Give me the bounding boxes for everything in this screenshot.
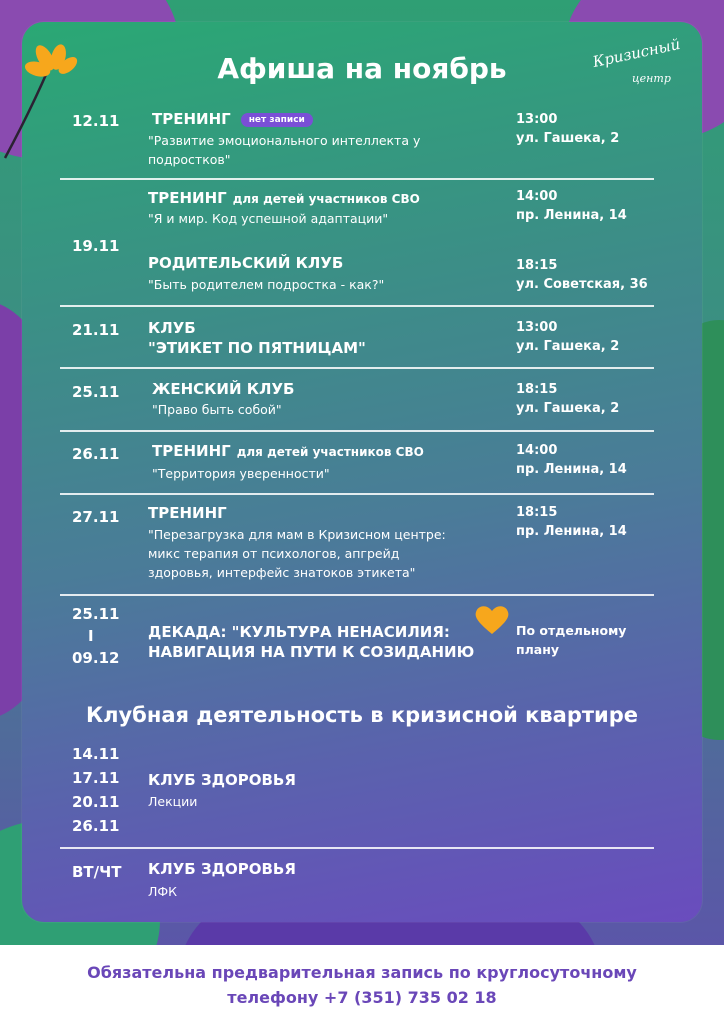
club-date: 26.11 <box>72 817 120 835</box>
event-place: ул. Гашека, 2 <box>516 131 620 146</box>
logo-text: Кризисный <box>591 34 682 72</box>
event-date: 25.11 <box>72 605 120 623</box>
event-heading: КЛУБ <box>148 319 196 337</box>
divider <box>60 430 654 432</box>
club-row <box>60 860 654 904</box>
page-title: Афиша на ноябрь <box>217 52 507 85</box>
event-date: 27.11 <box>72 508 120 526</box>
event-time-place <box>516 187 627 225</box>
event-description: "Быть родителем подростка - как?" <box>148 277 385 292</box>
event-description: "Право быть собой" <box>152 402 282 417</box>
event-description: "Я и мир. Код успешной адаптации" <box>148 211 389 226</box>
club-date: 17.11 <box>72 769 120 787</box>
event-date: 12.11 <box>72 112 120 130</box>
event-heading: РОДИТЕЛЬСКИЙ КЛУБ <box>148 254 344 272</box>
club-heading: КЛУБ ЗДОРОВЬЯ <box>148 771 296 789</box>
club-note: Лекции <box>148 794 198 809</box>
divider <box>60 367 654 369</box>
club-date: ВТ/ЧТ <box>72 863 122 881</box>
event-time: 13:00 <box>516 320 558 335</box>
divider <box>60 305 654 307</box>
event-description: "Перезагрузка для мам в Кризисном центре: <box>148 527 446 542</box>
event-place: ул. Гашека, 2 <box>516 339 620 354</box>
event-subtitle: для детей участников СВО <box>232 192 420 206</box>
event-description: микс терапия от психологов, апгрейд <box>148 546 400 561</box>
event-row <box>60 187 654 299</box>
event-date: 21.11 <box>72 321 120 339</box>
event-place: ул. Советская, 36 <box>516 277 648 292</box>
event-row <box>60 379 654 427</box>
event-row <box>60 503 654 587</box>
event-date: 09.12 <box>72 649 120 667</box>
heart-icon <box>474 604 510 636</box>
event-time: 18:15 <box>516 505 558 520</box>
event-date: 25.11 <box>72 383 120 401</box>
event-heading: ТРЕНИНГ <box>148 504 227 522</box>
divider <box>60 594 654 596</box>
event-place: пр. Ленина, 14 <box>516 208 627 223</box>
event-subtitle: для детей участников СВО <box>236 445 424 459</box>
event-time: 13:00 <box>516 112 558 127</box>
logo <box>591 34 692 100</box>
event-heading: "ЭТИКЕТ ПО ПЯТНИЦАМ" <box>148 339 366 357</box>
event-row <box>60 318 654 366</box>
divider <box>60 493 654 495</box>
event-heading <box>148 189 420 207</box>
section-title: Клубная деятельность в кризисной квартире <box>85 703 639 727</box>
event-time: По отдельному <box>516 623 627 638</box>
event-heading <box>152 110 313 128</box>
event-time-place <box>516 503 627 541</box>
event-type: ТРЕНИНГ <box>148 189 227 207</box>
event-place: ул. Гашека, 2 <box>516 401 620 416</box>
event-row <box>60 605 654 675</box>
club-heading: КЛУБ ЗДОРОВЬЯ <box>148 860 296 878</box>
event-heading: ДЕКАДА: "КУЛЬТУРА НЕНАСИЛИЯ: <box>148 623 450 641</box>
event-time-place <box>516 256 648 294</box>
event-date: 19.11 <box>72 237 120 255</box>
divider <box>60 178 654 180</box>
event-description: "Территория уверенности" <box>152 466 330 481</box>
footer-line: телефону +7 (351) 735 02 18 <box>227 988 497 1007</box>
event-heading <box>152 442 424 460</box>
event-time: 14:00 <box>516 189 558 204</box>
club-date: 20.11 <box>72 793 120 811</box>
event-time: 14:00 <box>516 443 558 458</box>
event-description: здоровья, интерфейс знатоков этикета" <box>148 565 416 580</box>
status-badge: нет записи <box>241 113 313 127</box>
event-time-place <box>516 621 626 659</box>
event-type: ТРЕНИНГ <box>152 110 231 128</box>
event-date-separator: I <box>88 627 94 645</box>
event-time-place <box>516 380 619 418</box>
event-description: "Развитие эмоционального интеллекта у подростков" <box>148 133 421 167</box>
event-row <box>60 441 654 489</box>
footer-line: Обязательна предварительная запись по круглосуточному <box>87 963 637 982</box>
event-type: ТРЕНИНГ <box>152 442 231 460</box>
event-place: пр. Ленина, 14 <box>516 462 627 477</box>
event-time: 18:15 <box>516 258 558 273</box>
event-heading: ЖЕНСКИЙ КЛУБ <box>152 380 295 398</box>
event-time: 18:15 <box>516 382 558 397</box>
event-time-place <box>516 110 619 148</box>
event-date: 26.11 <box>72 445 120 463</box>
logo-text: центр <box>632 72 671 85</box>
event-place: пр. Ленина, 14 <box>516 524 627 539</box>
event-time-place <box>516 441 627 479</box>
event-time: плану <box>516 642 560 657</box>
event-heading: НАВИГАЦИЯ НА ПУТИ К СОЗИДАНИЮ <box>148 643 475 661</box>
club-note: ЛФК <box>148 884 178 899</box>
club-date: 14.11 <box>72 745 120 763</box>
club-row <box>60 745 654 841</box>
footer-note <box>0 960 724 1010</box>
event-time-place <box>516 318 619 356</box>
event-row <box>60 110 654 174</box>
divider <box>60 847 654 849</box>
